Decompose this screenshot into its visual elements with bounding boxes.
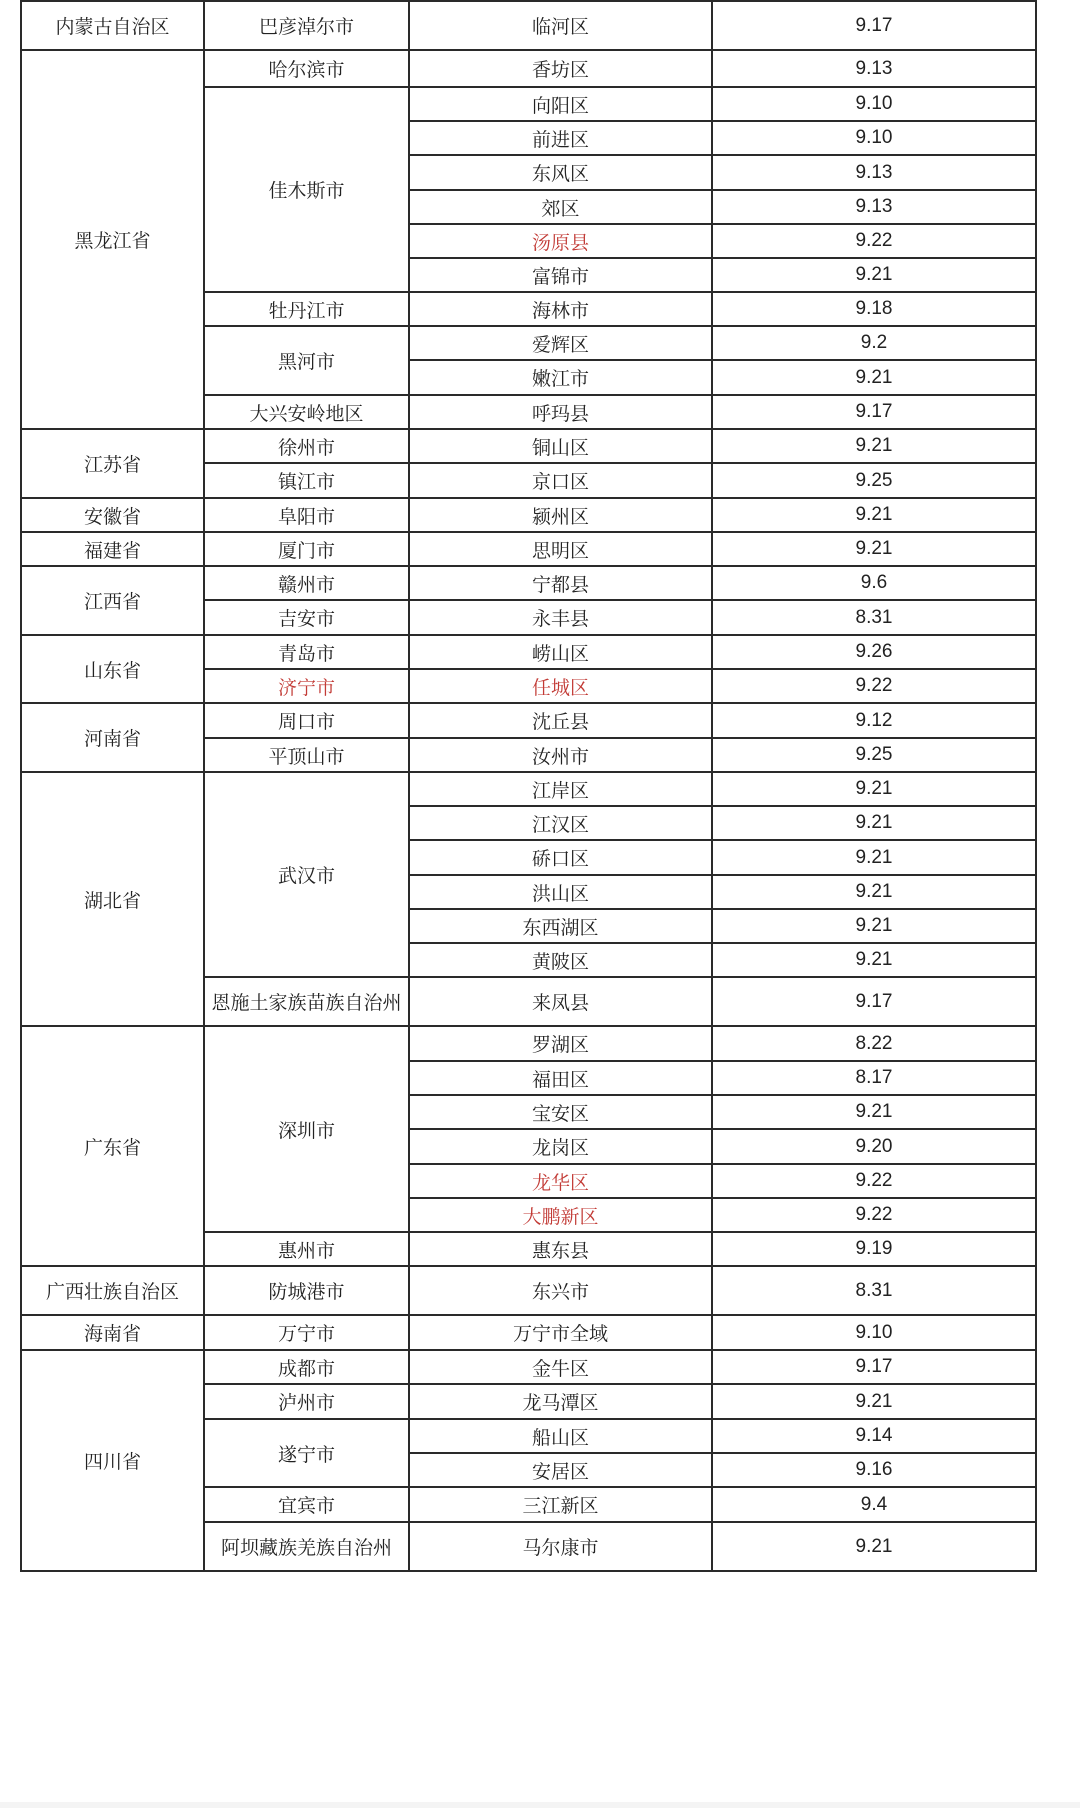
district-cell: 江岸区 — [409, 772, 712, 806]
district-cell: 向阳区 — [409, 87, 712, 121]
date-cell: 9.22 — [712, 224, 1036, 258]
date-cell: 9.21 — [712, 258, 1036, 292]
district-cell: 宁都县 — [409, 566, 712, 600]
date-cell: 9.2 — [712, 326, 1036, 360]
date-cell: 9.26 — [712, 635, 1036, 669]
district-cell: 东西湖区 — [409, 909, 712, 943]
province-cell: 安徽省 — [21, 498, 204, 532]
district-cell: 硚口区 — [409, 840, 712, 875]
date-cell: 9.16 — [712, 1453, 1036, 1487]
district-cell: 洪山区 — [409, 875, 712, 909]
district-cell: 任城区 — [409, 669, 712, 703]
province-cell: 海南省 — [21, 1315, 204, 1350]
date-cell: 9.21 — [712, 532, 1036, 566]
district-cell: 思明区 — [409, 532, 712, 566]
province-cell: 黑龙江省 — [21, 50, 204, 429]
date-cell: 8.31 — [712, 600, 1036, 635]
table-body — [21, 1, 1036, 1571]
city-cell: 阜阳市 — [204, 498, 409, 532]
district-cell: 马尔康市 — [409, 1522, 712, 1571]
district-cell: 万宁市全域 — [409, 1315, 712, 1350]
district-cell: 沈丘县 — [409, 703, 712, 738]
date-cell: 9.12 — [712, 703, 1036, 738]
table-row — [21, 429, 1036, 463]
district-cell: 罗湖区 — [409, 1026, 712, 1061]
date-cell: 9.14 — [712, 1419, 1036, 1453]
date-cell: 9.21 — [712, 840, 1036, 875]
date-cell: 9.4 — [712, 1487, 1036, 1522]
city-cell: 防城港市 — [204, 1266, 409, 1315]
district-cell: 铜山区 — [409, 429, 712, 463]
district-cell: 安居区 — [409, 1453, 712, 1487]
city-cell: 大兴安岭地区 — [204, 395, 409, 429]
table-row — [21, 532, 1036, 566]
province-cell: 山东省 — [21, 635, 204, 703]
district-cell: 三江新区 — [409, 1487, 712, 1522]
district-cell: 福田区 — [409, 1061, 712, 1095]
city-cell: 恩施土家族苗族自治州 — [204, 977, 409, 1026]
district-cell: 海林市 — [409, 292, 712, 326]
date-cell: 9.17 — [712, 977, 1036, 1026]
table-row — [21, 1350, 1036, 1384]
city-cell: 平顶山市 — [204, 738, 409, 772]
district-cell: 京口区 — [409, 463, 712, 498]
city-cell: 牡丹江市 — [204, 292, 409, 326]
table-row — [21, 498, 1036, 532]
district-cell: 宝安区 — [409, 1095, 712, 1129]
city-cell: 赣州市 — [204, 566, 409, 600]
district-cell: 香坊区 — [409, 50, 712, 87]
city-cell: 黑河市 — [204, 326, 409, 395]
date-cell: 9.25 — [712, 463, 1036, 498]
city-cell: 厦门市 — [204, 532, 409, 566]
district-cell: 临河区 — [409, 1, 712, 50]
district-cell: 崂山区 — [409, 635, 712, 669]
date-cell: 9.13 — [712, 155, 1036, 190]
date-cell: 9.21 — [712, 909, 1036, 943]
region-date-table — [20, 0, 1037, 1572]
province-cell: 河南省 — [21, 703, 204, 772]
table-row — [21, 1266, 1036, 1315]
date-cell: 9.21 — [712, 1384, 1036, 1419]
district-cell: 金牛区 — [409, 1350, 712, 1384]
date-cell: 9.18 — [712, 292, 1036, 326]
city-cell: 遂宁市 — [204, 1419, 409, 1487]
district-cell: 龙马潭区 — [409, 1384, 712, 1419]
date-cell: 9.10 — [712, 121, 1036, 155]
date-cell: 9.21 — [712, 806, 1036, 840]
date-cell: 8.22 — [712, 1026, 1036, 1061]
date-cell: 9.10 — [712, 87, 1036, 121]
table-row — [21, 703, 1036, 738]
province-cell: 江西省 — [21, 566, 204, 635]
date-cell: 9.21 — [712, 429, 1036, 463]
city-cell: 周口市 — [204, 703, 409, 738]
province-cell: 内蒙古自治区 — [21, 1, 204, 50]
city-cell: 惠州市 — [204, 1232, 409, 1266]
city-cell: 武汉市 — [204, 772, 409, 977]
city-cell: 济宁市 — [204, 669, 409, 703]
city-cell: 哈尔滨市 — [204, 50, 409, 87]
city-cell: 吉安市 — [204, 600, 409, 635]
date-cell: 9.13 — [712, 190, 1036, 224]
city-cell: 徐州市 — [204, 429, 409, 463]
city-cell: 成都市 — [204, 1350, 409, 1384]
district-cell: 呼玛县 — [409, 395, 712, 429]
date-cell: 9.22 — [712, 669, 1036, 703]
district-cell: 嫩江市 — [409, 360, 712, 395]
date-cell: 9.21 — [712, 1095, 1036, 1129]
date-cell: 9.21 — [712, 1522, 1036, 1571]
date-cell: 9.22 — [712, 1198, 1036, 1232]
district-cell: 大鹏新区 — [409, 1198, 712, 1232]
table-row — [21, 566, 1036, 600]
city-cell: 青岛市 — [204, 635, 409, 669]
district-cell: 前进区 — [409, 121, 712, 155]
district-cell: 颍州区 — [409, 498, 712, 532]
city-cell: 镇江市 — [204, 463, 409, 498]
province-cell: 湖北省 — [21, 772, 204, 1026]
table-row — [21, 1315, 1036, 1350]
district-cell: 汝州市 — [409, 738, 712, 772]
date-cell: 9.21 — [712, 772, 1036, 806]
city-cell: 巴彦淖尔市 — [204, 1, 409, 50]
province-cell: 四川省 — [21, 1350, 204, 1571]
district-cell: 富锦市 — [409, 258, 712, 292]
district-cell: 船山区 — [409, 1419, 712, 1453]
district-cell: 东兴市 — [409, 1266, 712, 1315]
city-cell: 深圳市 — [204, 1026, 409, 1232]
province-cell: 福建省 — [21, 532, 204, 566]
district-cell: 东风区 — [409, 155, 712, 190]
table-row — [21, 772, 1036, 806]
date-cell: 9.17 — [712, 1350, 1036, 1384]
district-cell: 永丰县 — [409, 600, 712, 635]
date-cell: 9.13 — [712, 50, 1036, 87]
province-cell: 广东省 — [21, 1026, 204, 1266]
province-cell: 江苏省 — [21, 429, 204, 498]
date-cell: 8.17 — [712, 1061, 1036, 1095]
date-cell: 9.20 — [712, 1129, 1036, 1164]
date-cell: 9.21 — [712, 360, 1036, 395]
table-row — [21, 50, 1036, 87]
district-cell: 龙岗区 — [409, 1129, 712, 1164]
date-cell: 9.10 — [712, 1315, 1036, 1350]
province-cell: 广西壮族自治区 — [21, 1266, 204, 1315]
district-cell: 江汉区 — [409, 806, 712, 840]
table-row — [21, 1, 1036, 50]
table-row — [21, 1026, 1036, 1061]
district-cell: 爱辉区 — [409, 326, 712, 360]
city-cell: 宜宾市 — [204, 1487, 409, 1522]
date-cell: 9.17 — [712, 395, 1036, 429]
city-cell: 万宁市 — [204, 1315, 409, 1350]
district-cell: 来凤县 — [409, 977, 712, 1026]
date-cell: 9.22 — [712, 1164, 1036, 1198]
district-cell: 汤原县 — [409, 224, 712, 258]
district-cell: 黄陂区 — [409, 943, 712, 977]
date-cell: 9.17 — [712, 1, 1036, 50]
date-cell: 9.21 — [712, 498, 1036, 532]
city-cell: 泸州市 — [204, 1384, 409, 1419]
district-cell: 龙华区 — [409, 1164, 712, 1198]
date-cell: 9.25 — [712, 738, 1036, 772]
date-cell: 8.31 — [712, 1266, 1036, 1315]
district-cell: 惠东县 — [409, 1232, 712, 1266]
page-bottom-edge — [0, 1802, 1080, 1808]
date-cell: 9.6 — [712, 566, 1036, 600]
date-cell: 9.21 — [712, 943, 1036, 977]
district-cell: 郊区 — [409, 190, 712, 224]
table-row — [21, 635, 1036, 669]
date-cell: 9.19 — [712, 1232, 1036, 1266]
city-cell: 佳木斯市 — [204, 87, 409, 292]
date-cell: 9.21 — [712, 875, 1036, 909]
city-cell: 阿坝藏族羌族自治州 — [204, 1522, 409, 1571]
